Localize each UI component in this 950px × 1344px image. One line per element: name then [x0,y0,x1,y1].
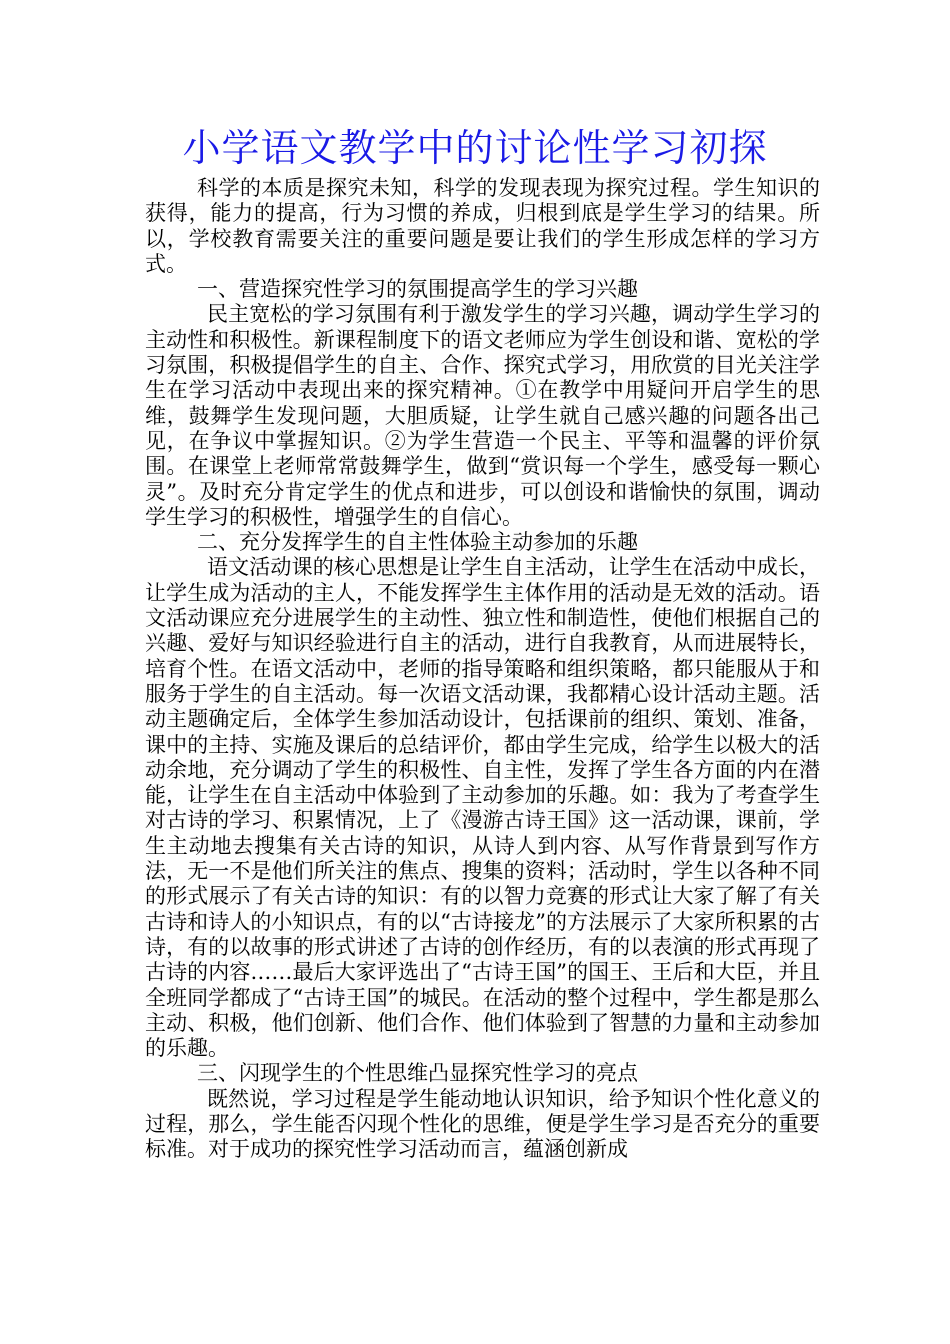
section-heading-3: 三、闪现学生的个性思维凸显探究性学习的亮点 [197,1061,638,1086]
section-3-paragraph: 既然说，学习过程是学生能动地认识知识，给予知识个性化意义的过程，那么，学生能否闪现个性化的思维，便是学生学习是否充分的重要标准。对于成功的探究性学习活动而言，蕴涵创新成 [145,1086,820,1162]
section-heading-1: 一、营造探究性学习的氛围提高学生的学习兴趣 [197,277,638,302]
section-heading-2: 二、充分发挥学生的自主性体验主动参加的乐趣 [197,530,638,555]
document-body [145,176,820,1163]
section-1-paragraph: 民主宽松的学习氛围有利于激发学生的学习兴趣，调动学生学习的主动性和积极性。新课程制度下的语文老师应为学生创设和谐、宽松的学习氛围，积极提倡学生的自主、合作、探究式学习，用欣赏的目光关注学生在学习活动中表现出来的探究精神。①在教学中用疑问开启学生的思维，鼓舞学生发现问题，大胆质疑，让学生就自己感兴趣的问题各出己见，在争议中掌握知识。②为学生营造一个民主、平等和温馨的评价氛围。在课堂上老师常常鼓舞学生，做到“赏识每一个学生，感受每一颗心灵”。及时充分肯定学生的优点和进步，可以创设和谐愉快的氛围，调动学生学习的积极性，增强学生的自信心。 [145,302,820,529]
section-2-paragraph: 语文活动课的核心思想是让学生自主活动，让学生在活动中成长，让学生成为活动的主人，不能发挥学生主体作用的活动是无效的活动。语文活动课应充分进展学生的主动性、独立性和制造性，使他们根据自己的兴趣、爱好与知识经验进行自主的活动，进行自我教育，从而进展特长，培育个性。在语文活动中，老师的指导策略和组织策略，都只能服从于和服务于学生的自主活动。每一次语文活动课，我都精心设计活动主题。活动主题确定后，全体学生参加活动设计，包括课前的组织、策划、准备，课中的主持、实施及课后的总结评价，都由学生完成，给学生以极大的活动余地，充分调动了学生的积极性、自主性，发挥了学生各方面的内在潜能，让学生在自主活动中体验到了主动参加的乐趣。如：我为了考查学生对古诗的学习、积累情况，上了《漫游古诗王国》这一活动课，课前，学生主动地去搜集有关古诗的知识，从诗人到内容、从写作背景到写作方法，无一不是他们所关注的焦点、搜集的资料；活动时，学生以各种不同的形式展示了有关古诗的知识：有的以智力竞赛的形式让大家了解了有关古诗和诗人的小知识点，有的以“古诗接龙”的方法展示了大家所积累的古诗，有的以故事的形式讲述了古诗的创作经历，有的以表演的形式再现了古诗的内容……最后大家评选出了“古诗王国”的国王、王后和大臣，并且全班同学都成了“古诗王国”的城民。在活动的整个过程中，学生都是那么主动、积极，他们创新、他们合作、他们体验到了智慧的力量和主动参加的乐趣。 [145,555,820,1061]
intro-paragraph: 科学的本质是探究未知，科学的发现表现为探究过程。学生知识的获得，能力的提高，行为习惯的养成，归根到底是学生学习的结果。所以，学校教育需要关注的重要问题是要让我们的学生形成怎样的学习方式。 [145,176,820,276]
document-title: 小学语文教学中的讨论性学习初探 [182,126,768,170]
